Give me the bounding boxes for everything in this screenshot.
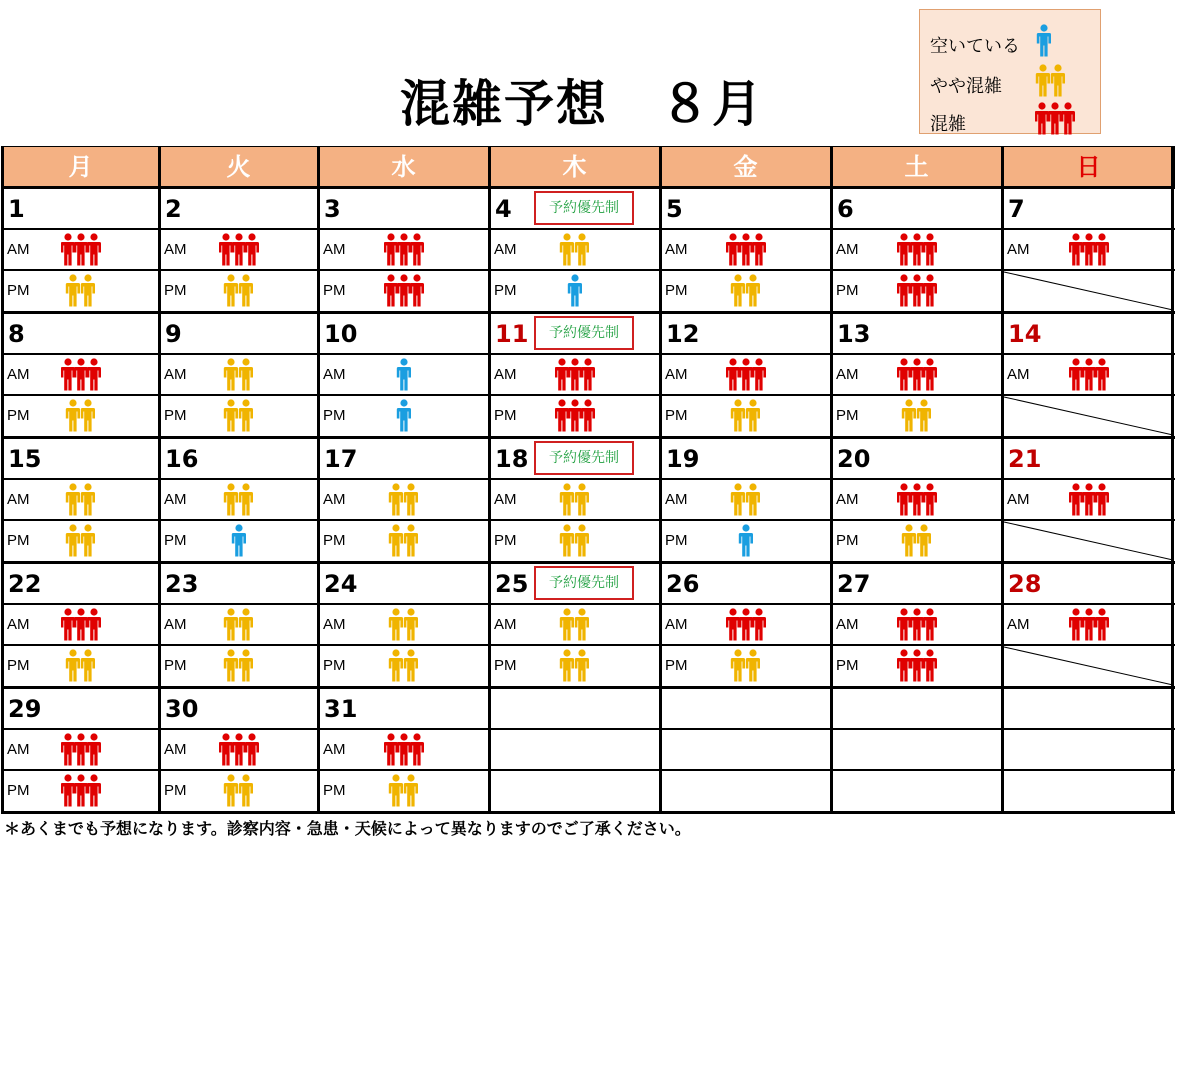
two-persons-icon (730, 483, 762, 521)
grid-line (2, 228, 1175, 230)
pm-label: PM (323, 657, 346, 674)
pm-label: PM (665, 532, 688, 549)
day-number: 27 (837, 570, 871, 598)
grid-line (2, 728, 1175, 730)
day-number: 17 (324, 445, 358, 473)
am-label: AM (494, 491, 517, 508)
three-persons-icon (61, 233, 101, 271)
two-persons-icon (388, 649, 420, 687)
am-label: AM (7, 616, 30, 633)
am-label: AM (164, 616, 187, 633)
day-number: 5 (666, 195, 683, 223)
pm-label: PM (836, 282, 859, 299)
grid-line (158, 146, 161, 814)
two-persons-icon (223, 774, 255, 812)
legend-item-crowded (930, 102, 1095, 138)
one-person-icon (737, 524, 755, 562)
three-persons-icon (726, 358, 766, 396)
two-persons-icon (1035, 64, 1067, 102)
two-persons-icon (559, 649, 591, 687)
three-persons-icon (726, 608, 766, 646)
two-persons-icon (65, 524, 97, 562)
day-number: 4 (495, 195, 512, 223)
grid-line (2, 311, 1175, 314)
two-persons-icon (65, 399, 97, 437)
two-persons-icon (730, 399, 762, 437)
am-label: AM (1007, 491, 1030, 508)
two-persons-icon (223, 483, 255, 521)
am-label: AM (323, 616, 346, 633)
pm-label: PM (665, 657, 688, 674)
day-number: 13 (837, 320, 871, 348)
grid-line (2, 353, 1175, 355)
grid-line (2, 478, 1175, 480)
am-label: AM (323, 241, 346, 258)
am-label: AM (665, 616, 688, 633)
day-number: 24 (324, 570, 358, 598)
day-number: 15 (8, 445, 42, 473)
pm-label: PM (323, 782, 346, 799)
legend-label: 混雑 (930, 114, 966, 135)
three-persons-icon (897, 274, 937, 312)
three-persons-icon (726, 233, 766, 271)
disclaimer-note: ＊あくまでも予想になります。診察内容・急患・天候によって異なりますのでご了承ください。 (4, 819, 691, 838)
three-persons-icon (384, 274, 424, 312)
three-persons-icon (897, 649, 937, 687)
am-label: AM (665, 491, 688, 508)
legend-item-moderate (930, 64, 1095, 100)
two-persons-icon (901, 399, 933, 437)
three-persons-icon (1069, 608, 1109, 646)
two-persons-icon (223, 358, 255, 396)
pm-label: PM (323, 282, 346, 299)
two-persons-icon (223, 399, 255, 437)
day-number: 18 (495, 445, 529, 473)
am-label: AM (836, 616, 859, 633)
weekday-header: 水 (318, 146, 489, 187)
am-label: AM (323, 366, 346, 383)
day-number: 12 (666, 320, 700, 348)
three-persons-icon (897, 233, 937, 271)
day-number: 2 (165, 195, 182, 223)
pm-label: PM (494, 407, 517, 424)
day-number: 3 (324, 195, 341, 223)
am-label: AM (1007, 241, 1030, 258)
day-number: 25 (495, 570, 529, 598)
three-persons-icon (384, 733, 424, 771)
pm-label: PM (7, 532, 30, 549)
two-persons-icon (65, 483, 97, 521)
three-persons-icon (1035, 102, 1075, 140)
two-persons-icon (388, 774, 420, 812)
two-persons-icon (559, 524, 591, 562)
pm-label: PM (494, 282, 517, 299)
three-persons-icon (897, 608, 937, 646)
legend (919, 9, 1101, 134)
grid-line (830, 146, 833, 814)
am-label: AM (164, 741, 187, 758)
grid-line (659, 146, 662, 814)
am-label: AM (494, 616, 517, 633)
two-persons-icon (223, 608, 255, 646)
two-persons-icon (559, 483, 591, 521)
three-persons-icon (61, 608, 101, 646)
day-number: 26 (666, 570, 700, 598)
day-number: 9 (165, 320, 182, 348)
closed-slash (1002, 395, 1175, 437)
day-number: 7 (1008, 195, 1025, 223)
day-number: 16 (165, 445, 199, 473)
pm-label: PM (164, 782, 187, 799)
closed-slash (1002, 645, 1175, 687)
day-number: 10 (324, 320, 358, 348)
am-label: AM (323, 741, 346, 758)
am-label: AM (164, 491, 187, 508)
page-title (400, 64, 800, 134)
am-label: AM (7, 491, 30, 508)
three-persons-icon (61, 733, 101, 771)
am-label: AM (665, 241, 688, 258)
grid-line (1171, 146, 1174, 814)
weekday-header: 木 (489, 146, 660, 187)
am-label: AM (836, 491, 859, 508)
one-person-icon (395, 358, 413, 396)
day-number: 28 (1008, 570, 1042, 598)
pm-label: PM (836, 657, 859, 674)
am-label: AM (836, 241, 859, 258)
two-persons-icon (65, 274, 97, 312)
day-number: 29 (8, 695, 42, 723)
two-persons-icon (559, 608, 591, 646)
day-number: 1 (8, 195, 25, 223)
am-label: AM (665, 366, 688, 383)
two-persons-icon (388, 483, 420, 521)
pm-label: PM (7, 782, 30, 799)
three-persons-icon (61, 774, 101, 812)
legend-label: やや混雑 (930, 76, 1002, 97)
am-label: AM (836, 366, 859, 383)
day-number: 22 (8, 570, 42, 598)
pm-label: PM (494, 657, 517, 674)
title-month: ８月 (660, 75, 764, 133)
am-label: AM (1007, 366, 1030, 383)
am-label: AM (7, 241, 30, 258)
two-persons-icon (223, 649, 255, 687)
pm-label: PM (7, 282, 30, 299)
two-persons-icon (65, 649, 97, 687)
day-number: 19 (666, 445, 700, 473)
grid-line (1001, 146, 1004, 814)
grid-line (2, 769, 1175, 771)
am-label: AM (7, 366, 30, 383)
day-number: 20 (837, 445, 871, 473)
pm-label: PM (164, 282, 187, 299)
three-persons-icon (219, 733, 259, 771)
three-persons-icon (555, 358, 595, 396)
two-persons-icon (388, 608, 420, 646)
day-number: 23 (165, 570, 199, 598)
three-persons-icon (1069, 233, 1109, 271)
grid-line (2, 811, 1175, 814)
pm-label: PM (836, 407, 859, 424)
one-person-icon (230, 524, 248, 562)
two-persons-icon (730, 649, 762, 687)
three-persons-icon (555, 399, 595, 437)
pm-label: PM (164, 532, 187, 549)
two-persons-icon (223, 274, 255, 312)
pm-label: PM (665, 282, 688, 299)
title-text: 混雑予想 (400, 75, 608, 133)
three-persons-icon (897, 358, 937, 396)
grid-line (1, 146, 4, 814)
closed-slash (1002, 520, 1175, 562)
day-number: 31 (324, 695, 358, 723)
three-persons-icon (219, 233, 259, 271)
pm-label: PM (494, 532, 517, 549)
weekday-header: 金 (660, 146, 831, 187)
pm-label: PM (7, 657, 30, 674)
day-number: 14 (1008, 320, 1042, 348)
three-persons-icon (1069, 358, 1109, 396)
grid-line (2, 603, 1175, 605)
am-label: AM (1007, 616, 1030, 633)
two-persons-icon (730, 274, 762, 312)
two-persons-icon (559, 233, 591, 271)
grid-line (317, 146, 320, 814)
day-number: 11 (495, 320, 529, 348)
weekday-header: 日 (1002, 146, 1175, 187)
pm-label: PM (164, 407, 187, 424)
am-label: AM (494, 241, 517, 258)
pm-label: PM (665, 407, 688, 424)
legend-item-empty (930, 24, 1095, 60)
day-number: 6 (837, 195, 854, 223)
day-number: 21 (1008, 445, 1042, 473)
reservation-priority-badge: 予約優先制 (534, 441, 634, 475)
three-persons-icon (384, 233, 424, 271)
one-person-icon (395, 399, 413, 437)
reservation-priority-badge: 予約優先制 (534, 191, 634, 225)
pm-label: PM (164, 657, 187, 674)
grid-line (488, 146, 491, 814)
one-person-icon (1035, 24, 1053, 62)
reservation-priority-badge: 予約優先制 (534, 566, 634, 600)
am-label: AM (494, 366, 517, 383)
am-label: AM (7, 741, 30, 758)
am-label: AM (164, 241, 187, 258)
one-person-icon (566, 274, 584, 312)
pm-label: PM (836, 532, 859, 549)
three-persons-icon (61, 358, 101, 396)
two-persons-icon (388, 524, 420, 562)
pm-label: PM (7, 407, 30, 424)
weekday-header: 土 (831, 146, 1002, 187)
day-number: 8 (8, 320, 25, 348)
weekday-header: 火 (159, 146, 318, 187)
reservation-priority-badge: 予約優先制 (534, 316, 634, 350)
closed-slash (1002, 270, 1175, 312)
weekday-header: 月 (2, 146, 159, 187)
calendar-grid (2, 146, 1175, 814)
pm-label: PM (323, 407, 346, 424)
three-persons-icon (1069, 483, 1109, 521)
pm-label: PM (323, 532, 346, 549)
grid-line (2, 186, 1175, 189)
day-number: 30 (165, 695, 199, 723)
am-label: AM (323, 491, 346, 508)
am-label: AM (164, 366, 187, 383)
three-persons-icon (897, 483, 937, 521)
two-persons-icon (901, 524, 933, 562)
legend-label: 空いている (930, 36, 1020, 57)
